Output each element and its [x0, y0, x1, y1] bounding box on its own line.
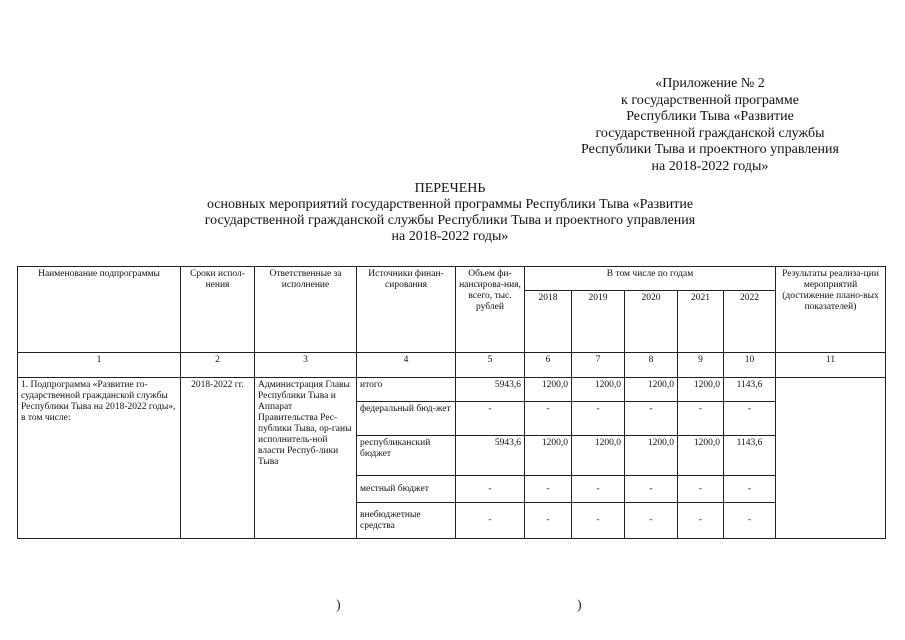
row-year-value: 1200,0 — [525, 378, 572, 402]
title-line: на 2018-2022 годы» — [391, 229, 509, 244]
column-number: 3 — [255, 353, 357, 378]
appendix-line: государственной гражданской службы — [595, 125, 825, 141]
header-name: Наименование подпрограммы — [18, 267, 181, 353]
row-total: 5943,6 — [456, 436, 525, 476]
row-year-value: - — [572, 476, 625, 503]
row-year-value: - — [678, 503, 724, 539]
title-line: государственной гражданской службы Республики Тыва и проектного управления — [204, 213, 696, 228]
column-number: 8 — [625, 353, 678, 378]
program-name: 1. Подпрограмма «Развитие го-сударственной гражданской службы Республики Тыва на 2018-2022 годы», в том числе: — [18, 378, 181, 539]
row-source: итого — [357, 378, 456, 402]
program-results — [776, 378, 886, 539]
header-year: 2022 — [724, 291, 776, 353]
appendix-line: Республики Тыва «Развитие — [626, 109, 794, 124]
row-source: внебюджетные средства — [357, 503, 456, 539]
row-year-value: 1200,0 — [625, 436, 678, 476]
row-year-value: 1200,0 — [625, 378, 678, 402]
row-year-value: - — [625, 503, 678, 539]
row-year-value: 1200,0 — [678, 378, 724, 402]
column-number: 1 — [18, 353, 181, 378]
appendix-line: Республики Тыва и проектного управления — [581, 142, 839, 157]
header-year: 2018 — [525, 291, 572, 353]
row-year-value: - — [525, 503, 572, 539]
header-responsible: Ответственные за исполнение — [255, 267, 357, 353]
measures-table — [17, 266, 886, 539]
row-total: 5943,6 — [456, 378, 525, 402]
row-source: республиканский бюджет — [357, 436, 456, 476]
column-number: 5 — [456, 353, 525, 378]
row-total: - — [456, 503, 525, 539]
appendix-line: «Приложение № 2 — [655, 76, 765, 91]
column-number: 4 — [357, 353, 456, 378]
appendix-line: к государственной программе — [621, 92, 799, 108]
header-results: Результаты реализа-ции мероприятий (достижение плано-вых показателей) — [776, 267, 886, 353]
row-year-value: 1200,0 — [572, 378, 625, 402]
column-number: 6 — [525, 353, 572, 378]
title-line: основных мероприятий государственной программы Республики Тыва «Развитие — [206, 197, 694, 212]
row-total: - — [456, 476, 525, 503]
header-term: Сроки испол-нения — [181, 267, 255, 353]
row-year-value: - — [625, 476, 678, 503]
column-number-row — [18, 353, 886, 378]
header-year: 2021 — [678, 291, 724, 353]
header-year: 2020 — [625, 291, 678, 353]
row-year-value: - — [724, 476, 776, 503]
column-number: 2 — [181, 353, 255, 378]
table-row — [18, 378, 886, 402]
row-year-value: - — [724, 503, 776, 539]
row-year-value: 1200,0 — [572, 436, 625, 476]
document-title — [140, 181, 760, 245]
row-year-value: - — [678, 476, 724, 503]
row-source: федеральный бюд-жет — [357, 402, 456, 436]
column-number: 7 — [572, 353, 625, 378]
title-heading: ПЕРЕЧЕНЬ — [414, 181, 486, 196]
row-total: - — [456, 402, 525, 436]
row-year-value: - — [572, 402, 625, 436]
header-sources: Источники финан-сирования — [357, 267, 456, 353]
scan-mark: ) — [577, 598, 582, 613]
column-number: 11 — [776, 353, 886, 378]
appendix-line: на 2018-2022 годы» — [651, 158, 769, 174]
header-by-years: В том числе по годам — [525, 267, 776, 291]
column-number: 10 — [724, 353, 776, 378]
column-number: 9 — [678, 353, 724, 378]
header-volume: Объем фи-нансирова-ния, всего, тыс. рублей — [456, 267, 525, 353]
row-year-value: 1143,6 — [724, 436, 776, 476]
row-source: местный бюджет — [357, 476, 456, 503]
row-year-value: - — [525, 476, 572, 503]
program-term: 2018-2022 гг. — [181, 378, 255, 539]
row-year-value: 1200,0 — [678, 436, 724, 476]
row-year-value: - — [525, 402, 572, 436]
scan-mark: ) — [336, 598, 341, 613]
header-year: 2019 — [572, 291, 625, 353]
row-year-value: - — [724, 402, 776, 436]
row-year-value: - — [572, 503, 625, 539]
program-responsible: Администрация Главы Республики Тыва и Аппарат Правительства Рес-публики Тыва, ор-ганы исполнитель-ной власти Респуб-лики Тыва — [255, 378, 357, 539]
row-year-value: - — [625, 402, 678, 436]
row-year-value: - — [678, 402, 724, 436]
appendix-header — [540, 76, 880, 175]
row-year-value: 1143,6 — [724, 378, 776, 402]
row-year-value: 1200,0 — [525, 436, 572, 476]
